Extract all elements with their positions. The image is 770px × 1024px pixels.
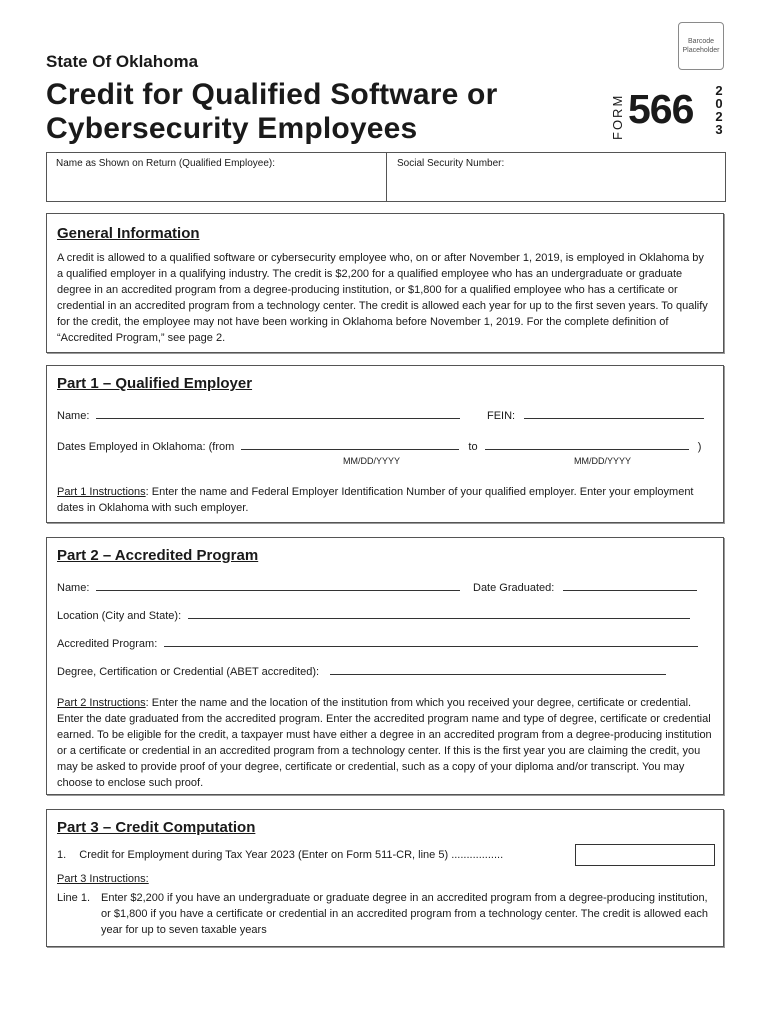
institution-name-label: Name: (57, 582, 90, 594)
form-word: FORM (610, 93, 625, 140)
year-digit: 3 (715, 122, 723, 137)
degree-label: Degree, Certification or Credential (ABET accredited): (57, 666, 320, 678)
degree-field[interactable] (330, 664, 666, 675)
part1-instructions-text: : Enter the name and Federal Employer Identification Number of your qualified employer. Enter your employment dates in Oklahoma with such employer. (57, 486, 694, 514)
part1-instructions-label: Part 1 Instructions (57, 486, 146, 498)
date-graduated-label: Date Graduated: (473, 582, 555, 594)
ssn-label: Social Security Number: (397, 158, 505, 169)
line1-instr-text: Enter $2,200 if you have an undergraduate or graduate degree in an accredited program from a degree-producing institution, or $1,800 if you have a certificate or credential in an accredited program from a technology center. The credit is allowed each year for up to seven taxable years (101, 892, 708, 936)
date-graduated-field[interactable] (563, 580, 697, 591)
year-digit: 2 (715, 83, 723, 98)
part1-dates-row (57, 439, 701, 453)
ssn-field[interactable] (387, 153, 725, 201)
tax-year (713, 84, 725, 136)
fein-field[interactable] (524, 408, 704, 419)
employee-name-field[interactable] (47, 153, 386, 201)
general-information-section (46, 213, 724, 353)
date-from-field[interactable] (241, 439, 459, 450)
part2-instructions-text: : Enter the name and the location of the institution from which you received your degree, certificate or credential. Enter the date graduated from the accredited program. Enter the accredited program name and type of degree, certificate or credential earned. To be eligible for the credit, a taxpayer must have either a degree in an accredited program from a degree-producing institution or a certificate or credential in an accredited program from a technology center. If this is the first year you are claiming the credit, you may be asked to provide proof of your degree, certificate or credential, such as a copy of your diploma and/or transcript. You may choose to enclose such proof. (57, 697, 712, 789)
part2-instructions-label: Part 2 Instructions (57, 697, 146, 709)
date-format-to: MM/DD/YYYY (574, 456, 632, 466)
general-information-text: A credit is allowed to a qualified software or cybersecurity employee who, on or after November 1, 2019, is employed in Oklahoma by a qualified employer in a qualifying industry. The credit is $2,200 for a qualified employee who has an undergraduate or graduate degree in an accredited program from a degree-producing institution, or $1,800 for a qualified employee who has a certificate or credential in an accredited program from a technology center. The credit is allowed each year for up to the first seven years. To qualify for the credit, the employee may not have been working in Oklahoma before November 1, 2019. For the complete definition of “Accredited Program,” see page 2. (57, 252, 708, 344)
part3-title: Part 3 – Credit Computation (57, 819, 256, 836)
line1-text: Credit for Employment during Tax Year 2023 (Enter on Form 511-CR, line 5) ................. (79, 849, 504, 861)
institution-name-field[interactable] (96, 580, 460, 591)
line1-instr-label: Line 1. (57, 892, 91, 904)
form-number: 566 (628, 86, 694, 132)
part2-program-row (57, 636, 698, 650)
state-name: State Of Oklahoma (46, 52, 199, 71)
part2-location-row (57, 608, 690, 622)
to-label: to (468, 441, 478, 453)
part1-title: Part 1 – Qualified Employer (57, 375, 253, 392)
location-field[interactable] (188, 608, 690, 619)
form-title-line2: Cybersecurity Employees (46, 112, 418, 145)
fein-label: FEIN: (487, 410, 516, 422)
part2-graduated-row (473, 580, 697, 594)
location-label: Location (City and State): (57, 610, 182, 622)
date-to-field[interactable] (485, 439, 689, 450)
year-digit: 2 (715, 109, 723, 124)
employer-name-field[interactable] (96, 408, 460, 419)
employer-name-label: Name: (57, 410, 90, 422)
part1-instructions (57, 484, 713, 516)
form-title-line1: Credit for Qualified Software or (46, 78, 498, 111)
part2-instructions (57, 695, 713, 791)
barcode-placeholder (678, 22, 724, 70)
general-information-title: General Information (57, 225, 200, 242)
part3-line1-row (57, 849, 503, 861)
year-digit: 0 (715, 96, 723, 111)
line1-number: 1. (57, 849, 67, 861)
dates-employed-label: Dates Employed in Oklahoma: (from (57, 441, 235, 453)
date-format-from: MM/DD/YYYY (343, 456, 401, 466)
barcode-line1: Barcode (687, 38, 715, 45)
taxpayer-id-box (46, 152, 726, 202)
barcode-line2: Placeholder (682, 47, 720, 54)
part2-title: Part 2 – Accredited Program (57, 547, 259, 564)
part1-fein-row (487, 408, 704, 422)
employee-name-label: Name as Shown on Return (Qualified Employee): (56, 158, 275, 169)
part2-section (46, 537, 724, 795)
accredited-program-field[interactable] (164, 636, 698, 647)
part1-name-row (57, 408, 460, 422)
close-paren: ) (697, 441, 702, 453)
part3-section (46, 809, 724, 947)
part3-line1-instructions (57, 890, 713, 938)
part1-section (46, 365, 724, 523)
part3-instructions-label: Part 3 Instructions: (57, 873, 149, 885)
part2-degree-row (57, 664, 666, 678)
form-title (46, 78, 497, 146)
part2-name-row (57, 580, 460, 594)
line1-amount-field[interactable] (575, 844, 715, 866)
accredited-program-label: Accredited Program: (57, 638, 158, 650)
